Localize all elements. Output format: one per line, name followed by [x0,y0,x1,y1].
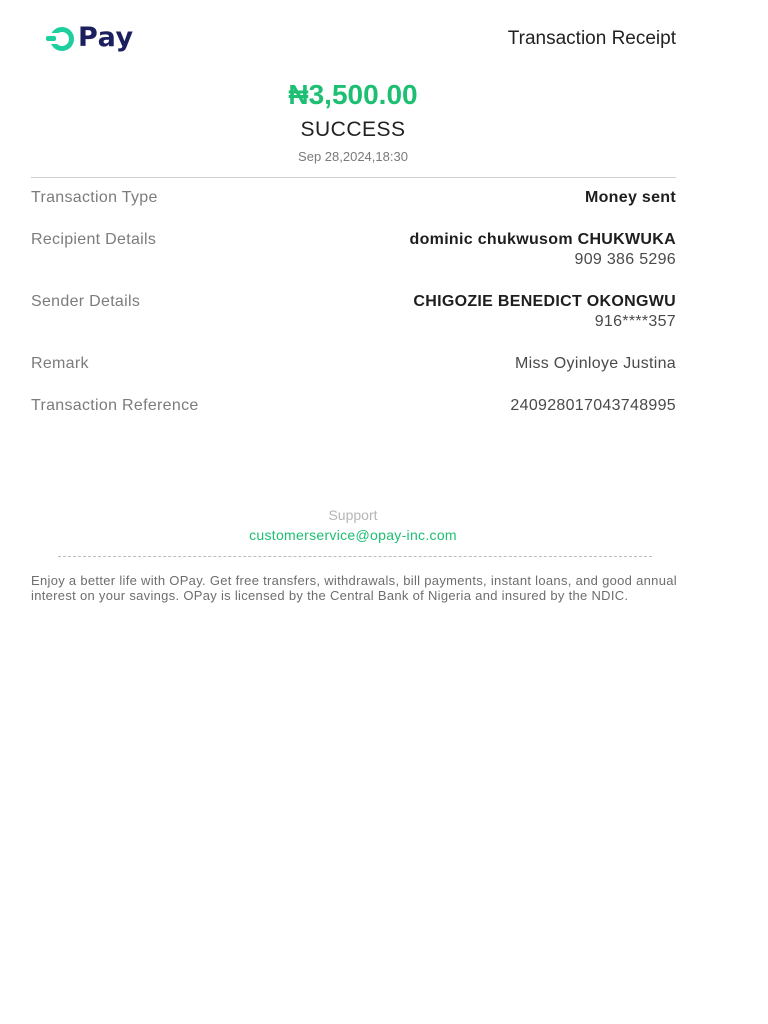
dashed-divider [58,556,652,557]
detail-row-reference [31,396,676,438]
transaction-type-value: Money sent [584,189,676,206]
footer-disclaimer: Enjoy a better life with OPay. Get free transfers, withdrawals, bill payments, instant loans, and good annual interest on your savings. OPay is licensed by the Central Bank of Nigeria and insured by the NDIC. [31,573,677,603]
support-label: Support [328,507,378,523]
transaction-amount: ₦3,500.00 [288,79,418,110]
detail-row-remark [31,354,676,396]
recipient-name: dominic chukwusom CHUKWUKA [409,231,676,248]
reference-value: 240928017043748995 [510,397,676,414]
page-title: Transaction Receipt [507,28,676,49]
detail-row-sender [31,292,676,354]
divider [31,177,676,178]
detail-row-transaction-type [31,188,676,230]
support-email-link[interactable]: customerservice@opay-inc.com [249,527,457,543]
detail-row-recipient [31,230,676,292]
transaction-details [31,188,676,438]
remark-value: Miss Oyinloye Justina [514,355,676,372]
opay-logo [46,20,134,56]
sender-account: 916****357 [594,313,676,330]
detail-label: Transaction Reference [31,397,199,414]
detail-label: Recipient Details [31,231,157,248]
detail-label: Remark [31,355,89,372]
transaction-datetime: Sep 28,2024,18:30 [298,149,408,164]
opay-logo-icon [46,23,76,53]
detail-label: Sender Details [31,293,141,310]
detail-label: Transaction Type [31,189,158,206]
sender-name: CHIGOZIE BENEDICT OKONGWU [413,293,676,310]
recipient-account: 909 386 5296 [574,251,676,268]
logo-text: Pay [78,22,134,53]
transaction-status: SUCCESS [300,118,406,141]
